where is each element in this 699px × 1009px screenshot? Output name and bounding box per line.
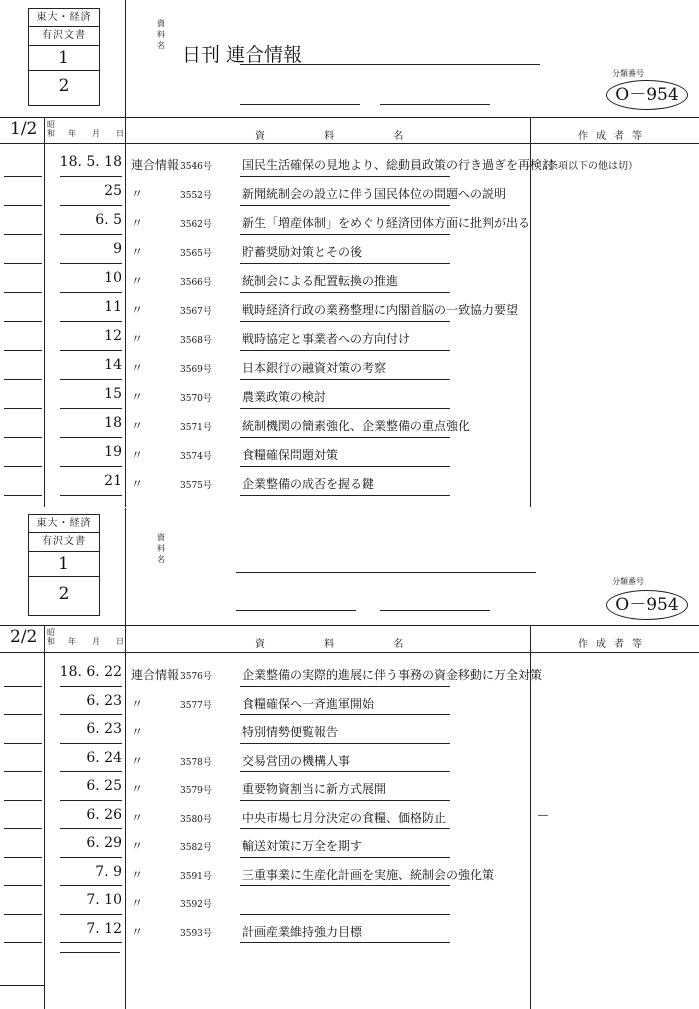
row-source: 〃 xyxy=(131,810,144,825)
row-date: 7. 12 xyxy=(86,920,122,937)
row-note: ― xyxy=(538,809,548,821)
row-date: 7. 9 xyxy=(95,863,122,880)
col-author-2: 作成者等 xyxy=(578,639,650,650)
row-rule xyxy=(4,205,42,206)
row-title: 交易営団の機構人事 xyxy=(242,753,351,768)
row-date: 10 xyxy=(104,270,122,286)
row-date: 6. 26 xyxy=(86,806,122,823)
row-title: 統制機関の簡素強化、企業整備の重点強化 xyxy=(242,419,471,433)
stamp2-line1: 東大・経済 xyxy=(29,515,99,533)
row-source: 〃 xyxy=(131,390,144,404)
row-date: 18 xyxy=(104,415,122,431)
row-rule xyxy=(240,321,450,322)
row-title: 輸送対策に万全を期す xyxy=(242,839,363,853)
row-rule xyxy=(240,408,450,409)
row-rule xyxy=(4,234,42,235)
row-rule xyxy=(240,942,450,943)
row-source: 〃 xyxy=(131,725,144,739)
row-rule xyxy=(4,743,42,744)
col-hi-2: 日 xyxy=(116,637,124,646)
row-title: 新聞統制会の設立に伴う国民体位の問題への説明 xyxy=(242,187,507,201)
document-row xyxy=(0,774,699,803)
row-rule xyxy=(60,408,122,409)
document-row xyxy=(0,469,699,498)
document-row xyxy=(0,150,699,179)
row-issue: 3577号 xyxy=(180,700,212,711)
stamp2-line2: 有沢文書 xyxy=(29,533,99,552)
col-tsuki-2: 月 xyxy=(92,637,100,646)
row-date: 18. 6. 22 xyxy=(59,664,122,680)
row-rule xyxy=(60,800,122,801)
document-row xyxy=(0,382,699,411)
row-rule xyxy=(240,205,450,206)
row-rule xyxy=(240,914,450,915)
row-title: 戦時経済行政の業務整理に内閣首脳の一致協力要望 xyxy=(242,303,519,317)
row-source: 〃 xyxy=(131,867,144,882)
document-row xyxy=(0,888,699,917)
row-rule xyxy=(60,714,122,715)
stamp2-n2: 2 xyxy=(58,584,70,604)
label2-shi: 資 xyxy=(157,533,165,542)
row-rule xyxy=(240,828,450,829)
row-source: 〃 xyxy=(131,274,144,288)
row-issue: 3569号 xyxy=(180,365,212,375)
row-source: 〃 xyxy=(131,361,144,375)
row-rule xyxy=(4,350,42,351)
row-rule xyxy=(60,176,122,177)
row-rule xyxy=(240,350,450,351)
row-rule xyxy=(4,176,42,177)
row-rule xyxy=(4,686,42,687)
row-issue: 3591号 xyxy=(180,871,212,882)
row-issue: 3566号 xyxy=(180,278,212,288)
row-issue: 3571号 xyxy=(180,423,212,433)
row-rule xyxy=(240,743,450,744)
row-source: 連合情報 xyxy=(131,668,180,682)
row-rule xyxy=(240,176,450,177)
col-title: 資 料 名 xyxy=(255,131,432,142)
row-date: 19 xyxy=(104,444,122,460)
row-issue: 3562号 xyxy=(180,220,212,230)
row-rule xyxy=(240,495,450,496)
row-rule xyxy=(4,437,42,438)
row-title: 食糧確保へ一斉進軍開始 xyxy=(242,696,375,711)
row-rule xyxy=(4,828,42,829)
row-issue: 3568号 xyxy=(180,336,212,346)
row-issue: 3576号 xyxy=(180,672,212,682)
row-rule xyxy=(60,495,122,496)
row-title: 国民生活確保の見地より、総動員政策の行き過ぎを再検討 xyxy=(242,158,555,172)
row-title: 食糧確保問題対策 xyxy=(242,448,339,462)
row-rule xyxy=(240,686,450,687)
document-row xyxy=(0,411,699,440)
showa-label: 昭和 xyxy=(47,120,55,138)
row-rule xyxy=(240,234,450,235)
document-row xyxy=(0,660,699,689)
row-rule xyxy=(60,263,122,264)
row-rule xyxy=(4,408,42,409)
row-note: （条項以下の他は切） xyxy=(538,161,638,172)
row-rule xyxy=(60,771,122,772)
row-title: 企業整備の成否を握る鍵 xyxy=(242,477,375,491)
document-row xyxy=(0,831,699,860)
row-rule xyxy=(240,800,450,801)
row-rule xyxy=(4,379,42,380)
row-issue: 3592号 xyxy=(180,900,212,910)
row-date: 21 xyxy=(104,473,122,489)
row-title: 戦時協定と事業者への方向付け xyxy=(242,332,411,346)
label-mei: 名 xyxy=(157,41,165,50)
row-title: 特別情勢便覧報告 xyxy=(242,725,339,739)
col-nen: 年 xyxy=(68,129,76,138)
stamp-line2: 有沢文書 xyxy=(29,27,99,46)
row-source: 〃 xyxy=(131,332,144,346)
document-row xyxy=(0,717,699,746)
row-issue: 3580号 xyxy=(180,814,212,825)
document-name: 日刊 連合情報 xyxy=(182,44,303,66)
document-row xyxy=(0,803,699,832)
row-issue: 3552号 xyxy=(180,191,212,201)
row-title: 貯蓄奨励対策とその後 xyxy=(242,245,363,259)
row-rule xyxy=(60,321,122,322)
col-title-2: 資 料 名 xyxy=(255,639,432,650)
document-row xyxy=(0,746,699,775)
row-issue: 3567号 xyxy=(180,307,212,317)
row-rule xyxy=(4,800,42,801)
row-rule xyxy=(60,234,122,235)
row-issue: 3570号 xyxy=(180,394,212,404)
row-date: 6. 25 xyxy=(86,778,122,794)
row-issue: 3582号 xyxy=(180,843,212,853)
stamp-n1: 1 xyxy=(29,46,99,71)
row-rule xyxy=(4,321,42,322)
row-rule xyxy=(60,292,122,293)
row-title: 重要物資割当に新方式展開 xyxy=(242,782,387,796)
row-rule xyxy=(60,942,122,943)
row-title: 三重事業に生産化計画を実施、統制会の強化策 xyxy=(242,867,495,882)
row-issue: 3574号 xyxy=(180,452,212,462)
row-date: 14 xyxy=(104,357,122,373)
row-date: 7. 10 xyxy=(86,892,122,908)
page-indicator-1: 1/2 xyxy=(10,119,38,139)
row-date: 6. 29 xyxy=(86,835,122,851)
row-source: 〃 xyxy=(131,187,144,201)
row-rule xyxy=(240,466,450,467)
row-rule xyxy=(4,466,42,467)
row-rule xyxy=(60,914,122,915)
row-rule xyxy=(240,857,450,858)
document-row xyxy=(0,917,699,946)
label-shi: 資 xyxy=(157,19,165,28)
row-title: 中央市場七月分決定の食糧、価格防止 xyxy=(242,810,447,825)
stamp-n2: 2 xyxy=(58,76,70,96)
row-rule xyxy=(60,350,122,351)
row-rule xyxy=(60,379,122,380)
row-issue: 3575号 xyxy=(180,481,212,491)
row-date: 11 xyxy=(104,299,122,315)
row-rule xyxy=(4,857,42,858)
row-rule xyxy=(240,714,450,715)
label2-mei: 名 xyxy=(157,555,165,564)
row-source: 〃 xyxy=(131,696,144,711)
row-issue: 3593号 xyxy=(180,928,212,939)
document-row xyxy=(0,353,699,382)
row-date: 6. 23 xyxy=(86,721,122,737)
row-title: 企業整備の実際的進展に伴う事務の資金移動に万全対策 xyxy=(242,668,543,682)
row-rule xyxy=(60,466,122,467)
row-date: 18. 5. 18 xyxy=(59,154,122,170)
row-rule xyxy=(4,914,42,915)
row-rule xyxy=(4,771,42,772)
row-issue: 3578号 xyxy=(180,757,212,768)
col-tsuki: 月 xyxy=(92,129,100,138)
stamp-line1: 東大・経済 xyxy=(29,9,99,27)
row-date: 6. 24 xyxy=(86,749,122,766)
stamp2-n1: 1 xyxy=(29,552,99,577)
row-date: 9 xyxy=(113,241,122,257)
row-source: 〃 xyxy=(131,419,144,433)
row-source: 〃 xyxy=(131,753,144,768)
row-rule xyxy=(60,743,122,744)
row-title: 日本銀行の融資対策の考察 xyxy=(242,361,387,375)
row-source: 〃 xyxy=(131,245,144,259)
row-rule xyxy=(60,205,122,206)
row-source: 〃 xyxy=(131,216,144,230)
row-title: 統制会による配置転換の推進 xyxy=(242,274,399,288)
row-source: 〃 xyxy=(131,896,144,910)
row-title: 計画産業維持強力目標 xyxy=(242,924,363,939)
col-author: 作成者等 xyxy=(578,131,650,142)
col-nen-2: 年 xyxy=(68,637,76,646)
row-rule xyxy=(4,942,42,943)
document-row xyxy=(0,689,699,718)
code-oval-2: O－954 xyxy=(606,590,688,620)
shiryo-label-2 xyxy=(157,532,165,565)
showa-label-2: 昭和 xyxy=(47,628,55,646)
archive-stamp-2 xyxy=(28,514,100,616)
row-date: 12 xyxy=(104,328,122,344)
row-rule xyxy=(4,495,42,496)
document-row xyxy=(0,208,699,237)
row-source: 〃 xyxy=(131,477,144,491)
code-oval: O－954 xyxy=(606,80,688,110)
row-title: 農業政策の検討 xyxy=(242,390,327,404)
bunrui-label: 分類番号 xyxy=(612,69,644,78)
document-row xyxy=(0,266,699,295)
row-date: 15 xyxy=(104,386,122,402)
row-rule xyxy=(4,885,42,886)
row-date: 6. 23 xyxy=(86,692,122,709)
row-title: 新生「増産体制」をめぐり経済団体方面に批判が出る xyxy=(242,216,531,230)
document-row xyxy=(0,295,699,324)
row-source: 〃 xyxy=(131,839,144,853)
row-rule xyxy=(240,771,450,772)
row-rule xyxy=(4,714,42,715)
label2-ryo: 料 xyxy=(157,544,165,553)
row-issue: 3565号 xyxy=(180,249,212,259)
row-issue: 3546号 xyxy=(180,162,212,172)
document-row xyxy=(0,237,699,266)
page-indicator-2: 2/2 xyxy=(10,627,38,647)
row-rule xyxy=(240,263,450,264)
col-hi: 日 xyxy=(116,129,124,138)
row-date: 6. 5 xyxy=(95,212,122,228)
row-source: 〃 xyxy=(131,303,144,317)
row-issue: 3579号 xyxy=(180,786,212,796)
archive-stamp xyxy=(28,8,100,106)
row-rule xyxy=(240,437,450,438)
row-rule xyxy=(60,437,122,438)
row-rule xyxy=(4,292,42,293)
row-source: 〃 xyxy=(131,782,144,796)
document-row xyxy=(0,440,699,469)
row-rule xyxy=(60,686,122,687)
row-rule xyxy=(240,292,450,293)
row-rule xyxy=(4,263,42,264)
doc-name-underline xyxy=(240,64,540,65)
document-row xyxy=(0,324,699,353)
document-row xyxy=(0,179,699,208)
shiryo-label xyxy=(157,18,165,51)
row-rule xyxy=(240,885,450,886)
row-date: 25 xyxy=(104,183,122,199)
row-rule xyxy=(60,885,122,886)
document-row xyxy=(0,860,699,889)
bunrui-label-2: 分類番号 xyxy=(612,577,644,586)
row-rule xyxy=(240,379,450,380)
row-source: 〃 xyxy=(131,924,144,939)
row-rule xyxy=(60,828,122,829)
label-ryo: 料 xyxy=(157,30,165,39)
row-source: 連合情報 xyxy=(131,158,180,172)
row-rule xyxy=(60,857,122,858)
row-source: 〃 xyxy=(131,448,144,462)
